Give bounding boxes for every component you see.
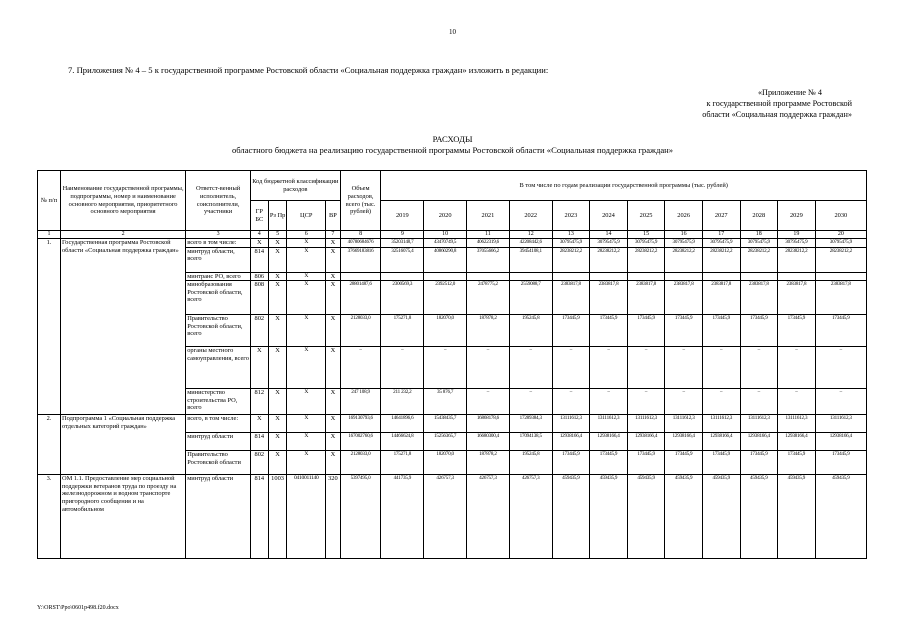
header-name: Наименование государственной программы, подпрограммы, номер и наименование основного мероприятия, приоритетного основного мероприятия [60, 171, 185, 231]
row-year-value: 175271,8 [381, 451, 424, 475]
row-year-value: 2383817,8 [627, 281, 665, 315]
row-year-value: 37055666,2 [467, 247, 510, 272]
row-csr: X [287, 272, 326, 281]
row-year-value: 459435,9 [778, 475, 816, 559]
row-year-value: 173445,9 [815, 451, 866, 475]
row-year-value: 13111612,3 [778, 415, 816, 433]
row-vr: X [326, 247, 341, 272]
row-year-value: 173445,9 [740, 451, 778, 475]
row-total: 167002760,6 [340, 433, 381, 451]
row-year-value: 173445,9 [665, 315, 703, 347]
row-year-value: 2383817,8 [552, 281, 590, 315]
column-number: 6 [287, 231, 326, 239]
row-total: 247 108,9 [340, 389, 381, 415]
column-number: 20 [815, 231, 866, 239]
row-year-value: 28238212,2 [815, 247, 866, 272]
header-year: 2027 [702, 201, 740, 231]
header-year: 2026 [665, 201, 703, 231]
row-year-value: 15438435,7 [424, 415, 467, 433]
column-number: 14 [590, 231, 628, 239]
row-executor: минтруд области, всего [186, 247, 251, 272]
row-year-value: 12938166,4 [627, 433, 665, 451]
row-year-value: 13111612,3 [590, 415, 628, 433]
row-grbs: 814 [250, 247, 268, 272]
row-vr: X [326, 239, 341, 248]
row-year-value: 459435,9 [552, 475, 590, 559]
row-year-value: 173445,9 [740, 315, 778, 347]
row-year-value: – [509, 347, 552, 389]
row-year-value: 40622319,6 [467, 239, 510, 248]
row-year-value: 30795475,9 [815, 239, 866, 248]
title-line-1: РАСХОДЫ [432, 134, 473, 144]
column-number: 12 [509, 231, 552, 239]
row-year-value: 195245,8 [509, 315, 552, 347]
row-total: 169130793,6 [340, 415, 381, 433]
row-year-value: 173445,9 [665, 451, 703, 475]
row-grbs: 814 [250, 433, 268, 451]
row-year-value: 35 876,7 [424, 389, 467, 415]
header-year: 2021 [467, 201, 510, 231]
row-year-value [702, 272, 740, 281]
row-rzpr: X [268, 239, 287, 248]
row-year-value: – [381, 347, 424, 389]
row-year-value: 2478775,2 [467, 281, 510, 315]
column-number: 16 [665, 231, 703, 239]
intro-text: 7. Приложения № 4 – 5 к государственной программе Ростовской области «Социальная поддержка граждан» изложить в редакции: [68, 65, 549, 75]
header-executor: Ответст-венный исполнитель, соисполнители, участники [186, 171, 251, 231]
row-rzpr: X [268, 451, 287, 475]
row-year-value: – [665, 347, 703, 389]
row-name: ОМ 1.1. Предоставление мер социальной поддержки ветеранов труда по проезду на железнодорожном и водном транспорте пригородного сообщения и на автомобильном [60, 475, 185, 559]
row-year-value: – [424, 347, 467, 389]
row-year-value: – [778, 347, 816, 389]
row-year-value: – [552, 347, 590, 389]
header-num: № п/п [38, 171, 61, 231]
row-year-value: – [665, 389, 703, 415]
row-year-value: – [509, 389, 552, 415]
row-executor: органы местного самоуправления, всего [186, 347, 251, 389]
row-year-value: 182070,0 [424, 451, 467, 475]
row-year-value: 13111612,3 [627, 415, 665, 433]
row-year-value: – [467, 347, 510, 389]
row-year-value: – [590, 347, 628, 389]
column-number: 2 [60, 231, 185, 239]
row-year-value: 17094138,5 [509, 433, 552, 451]
row-total: 5397495,0 [340, 475, 381, 559]
row-year-value: 2383817,8 [815, 281, 866, 315]
row-total: 2128033,0 [340, 315, 381, 347]
header-year: 2030 [815, 201, 866, 231]
row-csr: X [287, 281, 326, 315]
row-year-value: 28238212,2 [590, 247, 628, 272]
row-grbs: 802 [250, 451, 268, 475]
row-csr: X [287, 433, 326, 451]
row-year-value [590, 272, 628, 281]
row-name: Подпрограмма 1 «Социальная поддержка отдельных категорий граждан» [60, 415, 185, 475]
row-year-value: 28238212,2 [627, 247, 665, 272]
row-year-value: 173445,9 [627, 315, 665, 347]
row-rzpr: X [268, 347, 287, 389]
row-vr: X [326, 347, 341, 389]
row-csr: X [287, 247, 326, 272]
row-vr: X [326, 389, 341, 415]
row-name: Государственная программа Ростовской области «Социальная поддержка граждан» [60, 239, 185, 415]
row-year-value: – [778, 389, 816, 415]
row-year-value: 211 232,2 [381, 389, 424, 415]
row-year-value: 459435,9 [815, 475, 866, 559]
row-total [340, 272, 381, 281]
row-year-value: 13111612,3 [665, 415, 703, 433]
header-grbs: ГР БС [250, 201, 268, 231]
column-number: 9 [381, 231, 424, 239]
row-year-value: – [740, 347, 778, 389]
column-number: 10 [424, 231, 467, 239]
row-rzpr: X [268, 281, 287, 315]
column-number: 8 [340, 231, 381, 239]
header-vr: ВР [326, 201, 341, 231]
row-year-value: 39454108,1 [509, 247, 552, 272]
row-year-value: 12938166,4 [778, 433, 816, 451]
row-year-value: 13111612,3 [815, 415, 866, 433]
column-number: 4 [250, 231, 268, 239]
row-year-value: 459435,9 [740, 475, 778, 559]
row-year-value [381, 272, 424, 281]
row-year-value: – [627, 389, 665, 415]
row-csr: X [287, 315, 326, 347]
row-year-value: – [702, 389, 740, 415]
row-vr: X [326, 433, 341, 451]
row-year-value: 173445,9 [590, 451, 628, 475]
row-grbs: X [250, 415, 268, 433]
row-year-value: 182070,0 [424, 315, 467, 347]
row-grbs: 812 [250, 389, 268, 415]
row-year-value: 195245,8 [509, 451, 552, 475]
row-year-value [467, 272, 510, 281]
row-year-value: – [815, 347, 866, 389]
row-executor: минобразования Ростовской области, всего [186, 281, 251, 315]
row-year-value: 28238212,2 [552, 247, 590, 272]
row-year-value: 30795475,9 [627, 239, 665, 248]
row-year-value [509, 272, 552, 281]
appendix-line-2: к государственной программе Ростовской [706, 99, 852, 108]
row-vr: X [326, 315, 341, 347]
row-year-value: 28238212,2 [702, 247, 740, 272]
page-number: 10 [449, 28, 456, 36]
row-rzpr: X [268, 415, 287, 433]
row-year-value: 173445,9 [778, 315, 816, 347]
row-year-value: 42208442,6 [509, 239, 552, 248]
header-year: 2022 [509, 201, 552, 231]
row-year-value: 30795475,9 [702, 239, 740, 248]
row-year-value: 2383817,8 [778, 281, 816, 315]
row-year-value [665, 272, 703, 281]
row-year-value: – [627, 347, 665, 389]
row-year-value: 30795475,9 [778, 239, 816, 248]
appendix-line-3: области «Социальная поддержка граждан» [702, 110, 852, 119]
row-executor: всего, в том числе: [186, 415, 251, 433]
expenses-table [37, 170, 867, 559]
row-vr: X [326, 281, 341, 315]
row-executor: всего в том числе: [186, 239, 251, 248]
row-year-value: 12938166,4 [552, 433, 590, 451]
row-year-value: 30795475,9 [552, 239, 590, 248]
appendix-header [702, 87, 852, 120]
row-year-value: 2392512,0 [424, 281, 467, 315]
row-year-value: 28238212,2 [778, 247, 816, 272]
row-executor: министерство строительства РО, всего [186, 389, 251, 415]
row-year-value: 426757,3 [424, 475, 467, 559]
row-year-value: 28238212,2 [665, 247, 703, 272]
row-year-value [778, 272, 816, 281]
row-year-value: 30795475,9 [665, 239, 703, 248]
row-year-value: 459435,9 [702, 475, 740, 559]
row-grbs: X [250, 347, 268, 389]
table-row [38, 239, 867, 248]
row-grbs: 802 [250, 315, 268, 347]
row-year-value: 426757,3 [509, 475, 552, 559]
row-year-value: 15256365,7 [424, 433, 467, 451]
column-number: 11 [467, 231, 510, 239]
column-number: 18 [740, 231, 778, 239]
row-year-value: 12938166,4 [815, 433, 866, 451]
row-year-value: 175271,8 [381, 315, 424, 347]
row-year-value: 173445,9 [815, 315, 866, 347]
row-year-value: 13111612,3 [552, 415, 590, 433]
row-year-value: 16680300,4 [467, 433, 510, 451]
row-year-value: 173445,9 [627, 451, 665, 475]
row-year-value: 2383817,8 [702, 281, 740, 315]
row-csr: X [287, 415, 326, 433]
row-rzpr: X [268, 433, 287, 451]
row-year-value: 426757,3 [467, 475, 510, 559]
row-grbs: 814 [250, 475, 268, 559]
row-year-value: 43470749,5 [424, 239, 467, 248]
row-vr: X [326, 272, 341, 281]
table-row [38, 415, 867, 433]
header-volume: Объем расходов, всего (тыс. рублей) [340, 171, 381, 231]
row-year-value: 2383817,8 [665, 281, 703, 315]
row-year-value: 173445,9 [778, 451, 816, 475]
row-year-value: 12938166,4 [740, 433, 778, 451]
row-year-value [424, 272, 467, 281]
row-vr: X [326, 415, 341, 433]
column-number: 3 [186, 231, 251, 239]
row-rzpr: X [268, 247, 287, 272]
row-year-value: 32516075,4 [381, 247, 424, 272]
header-by-years: В том числе по годам реализации государственной программы (тыс. рублей) [381, 171, 867, 201]
row-number: 3. [38, 475, 61, 559]
row-executor: минтруд области [186, 433, 251, 451]
row-year-value: 441735,9 [381, 475, 424, 559]
row-number: 1. [38, 239, 61, 415]
row-rzpr: 1003 [268, 475, 287, 559]
row-total: 28801487,6 [340, 281, 381, 315]
row-year-value: 40860290,8 [424, 247, 467, 272]
header-year: 2024 [590, 201, 628, 231]
row-year-value: – [467, 389, 510, 415]
row-year-value [627, 272, 665, 281]
row-year-value: 12938166,4 [702, 433, 740, 451]
row-year-value: – [702, 347, 740, 389]
header-year: 2020 [424, 201, 467, 231]
column-number: 13 [552, 231, 590, 239]
row-rzpr: X [268, 315, 287, 347]
row-csr: X [287, 239, 326, 248]
row-total: – [340, 347, 381, 389]
header-budget-code: Код бюджетной классификации расходов [250, 171, 340, 201]
row-year-value: 16868178,6 [467, 415, 510, 433]
row-year-value: 459435,9 [590, 475, 628, 559]
row-year-value: 173445,9 [552, 315, 590, 347]
row-year-value: 173445,9 [590, 315, 628, 347]
column-number: 17 [702, 231, 740, 239]
title-line-2: областного бюджета на реализацию государственной программы Ростовской области «Социальная поддержка граждан» [231, 145, 674, 155]
row-year-value: 35203148,7 [381, 239, 424, 248]
header-csr: ЦСР [287, 201, 326, 231]
row-year-value: 12938166,4 [590, 433, 628, 451]
header-year: 2029 [778, 201, 816, 231]
header-year: 2023 [552, 201, 590, 231]
row-number: 2. [38, 415, 61, 475]
row-year-value: – [740, 389, 778, 415]
row-year-value: 2559088,7 [509, 281, 552, 315]
row-year-value: 173445,9 [702, 451, 740, 475]
column-number: 19 [778, 231, 816, 239]
row-executor: Правительство Ростовской области, всего [186, 315, 251, 347]
row-csr: X [287, 451, 326, 475]
column-number: 15 [627, 231, 665, 239]
row-csr: X [287, 389, 326, 415]
row-year-value: 13111612,3 [740, 415, 778, 433]
row-year-value: 2383817,8 [740, 281, 778, 315]
row-executor: Правительство Ростовской области [186, 451, 251, 475]
column-number-row [38, 231, 867, 239]
file-path-footer: Y:\ORST\Ppo\0601p498.f20.docx [37, 605, 119, 611]
row-year-value: 459435,9 [627, 475, 665, 559]
table-row [38, 475, 867, 559]
row-grbs: 808 [250, 281, 268, 315]
row-total: 40780684676 [340, 239, 381, 248]
row-year-value: – [590, 389, 628, 415]
row-executor: минтруд области [186, 475, 251, 559]
row-year-value: 173445,9 [552, 451, 590, 475]
column-number: 7 [326, 231, 341, 239]
row-year-value: 30795475,9 [740, 239, 778, 248]
header-year: 2019 [381, 201, 424, 231]
column-number: 5 [268, 231, 287, 239]
column-number: 1 [38, 231, 61, 239]
row-year-value: 28238212,2 [740, 247, 778, 272]
row-year-value: 459435,9 [665, 475, 703, 559]
header-year: 2028 [740, 201, 778, 231]
row-csr: 0410011140 [287, 475, 326, 559]
row-grbs: X [250, 239, 268, 248]
row-year-value [815, 272, 866, 281]
header-year: 2025 [627, 201, 665, 231]
row-year-value: – [552, 389, 590, 415]
row-grbs: 806 [250, 272, 268, 281]
row-year-value: 2300569,3 [381, 281, 424, 315]
appendix-line-1: «Приложение № 4 [757, 88, 822, 97]
row-vr: 320 [326, 475, 341, 559]
row-year-value: 12938166,4 [665, 433, 703, 451]
row-year-value: 14641896,6 [381, 415, 424, 433]
row-year-value: 173445,9 [702, 315, 740, 347]
row-rzpr: X [268, 272, 287, 281]
row-year-value: 30795475,9 [590, 239, 628, 248]
row-total: 37669183816 [340, 247, 381, 272]
row-rzpr: X [268, 389, 287, 415]
row-year-value: 17289384,3 [509, 415, 552, 433]
row-year-value: 13111612,3 [702, 415, 740, 433]
row-year-value [552, 272, 590, 281]
row-year-value: – [815, 389, 866, 415]
row-executor: минтранс РО, всего [186, 272, 251, 281]
row-total: 2128033,0 [340, 451, 381, 475]
row-year-value [740, 272, 778, 281]
row-year-value: 14466624,8 [381, 433, 424, 451]
row-year-value: 187878,2 [467, 451, 510, 475]
row-year-value: 2383817,8 [590, 281, 628, 315]
document-title [0, 134, 905, 156]
row-year-value: 187878,2 [467, 315, 510, 347]
row-csr: X [287, 347, 326, 389]
row-vr: X [326, 451, 341, 475]
header-rzpr: Рз Пр [268, 201, 287, 231]
